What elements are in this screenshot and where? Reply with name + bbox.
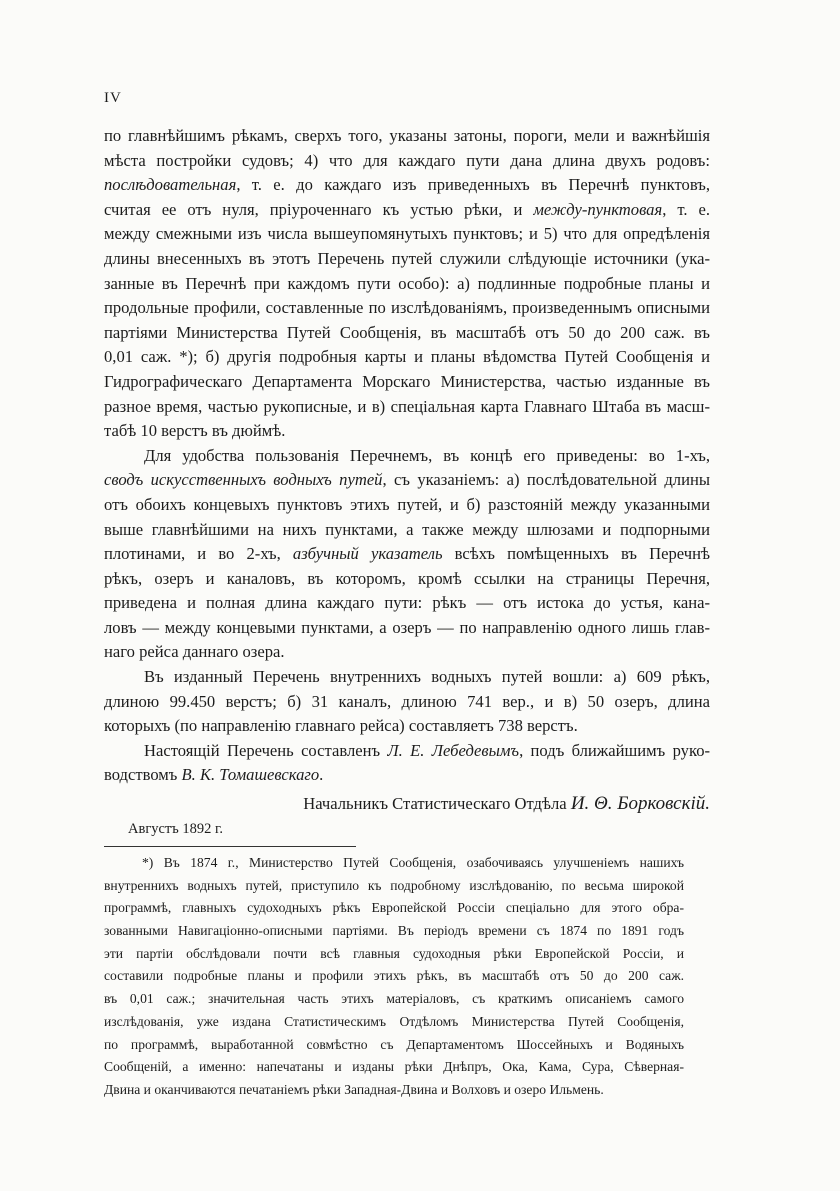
text-line bbox=[104, 395, 710, 420]
text-line bbox=[104, 468, 710, 493]
text-line bbox=[104, 222, 710, 247]
text-run: мѣста постройки судовъ; 4) что для каждаго пути дана длина двухъ родовъ: bbox=[104, 150, 710, 170]
text-run: . bbox=[319, 765, 324, 785]
text-line bbox=[104, 616, 710, 641]
text-line bbox=[104, 173, 710, 198]
text-line bbox=[104, 370, 710, 395]
italic-phrase: между-пунктовая bbox=[533, 199, 663, 219]
text-line bbox=[104, 518, 710, 543]
italic-phrase: азбучный указатель bbox=[292, 544, 443, 564]
text-line bbox=[104, 198, 710, 223]
text-line bbox=[104, 124, 710, 149]
footnote-line: внутреннихъ водныхъ путей, приступило къ подробному изслѣдованію, по весьма широкой bbox=[104, 877, 684, 893]
text-run: занные въ Перечнѣ при каждомъ пути особо): а) подлинные подробные планы и bbox=[104, 273, 710, 293]
text-line bbox=[104, 247, 710, 272]
footnote-line: изслѣдованія, уже издана Статистическимъ Отдѣломъ Министерства Путей Сообщенія, bbox=[104, 1013, 684, 1029]
page-number: IV bbox=[104, 90, 122, 106]
footnote-line: составили подробные планы и профили этихъ рѣкъ, въ масштабѣ отъ 50 до 200 саж. bbox=[104, 968, 684, 984]
text-line bbox=[104, 665, 710, 690]
text-run: между смежными изъ числа вышеупомянутыхъ пунктовъ; и 5) что для опредѣленія bbox=[104, 224, 710, 244]
footnote-line: программѣ, главныхъ судоходныхъ рѣкъ Европейской Россіи спеціально для этого обра- bbox=[104, 900, 684, 916]
text-run: партіями Министерства Путей Сообщенія, въ масштабѣ отъ 50 до 200 саж. въ bbox=[104, 322, 710, 342]
footnote-line: *) Въ 1874 г., Министерство Путей Сообщенія, озабочиваясь улучшеніемъ нашихъ bbox=[142, 855, 684, 870]
text-run: плотинами, и во 2-хъ, bbox=[104, 544, 293, 564]
footnote-line: Двина и оканчиваются печатаніемъ рѣки Западная-Двина и Волховъ и озеро Ильмень. bbox=[104, 1081, 604, 1097]
footnote-line: эти партіи обслѣдовали почти всѣ главныя судоходныя рѣки Европейской Россіи, и bbox=[104, 945, 684, 961]
footnote-line: зованными Навигаціонно-описными партіями. Въ періодъ времени съ 1874 по 1891 годъ bbox=[104, 923, 684, 939]
text-run: длиною 99.450 верстъ; б) 31 каналъ, длиною 741 вер., и в) 50 озеръ, длина bbox=[104, 691, 710, 711]
text-line bbox=[104, 149, 710, 174]
footnote-line: въ 0,01 саж.; значительная часть этихъ матеріаловъ, съ краткимъ описаніемъ самого bbox=[104, 991, 684, 1007]
text-line bbox=[104, 321, 710, 346]
text-line bbox=[104, 739, 710, 764]
text-line bbox=[104, 591, 710, 616]
text-run: табѣ 10 верстъ въ дюймѣ. bbox=[104, 421, 286, 441]
text-run: разное время, частью рукописные, и в) спеціальная карта Главнаго Штаба въ масш- bbox=[104, 396, 710, 416]
text-run: , подъ ближайшимъ руко- bbox=[519, 740, 711, 760]
text-run: , т. е. bbox=[662, 199, 710, 219]
text-run: наго рейса даннаго озера. bbox=[104, 642, 285, 662]
text-line bbox=[104, 640, 710, 665]
text-line bbox=[104, 567, 710, 592]
text-line bbox=[104, 419, 710, 444]
italic-phrase: послѣдовательная bbox=[104, 175, 237, 195]
text-line bbox=[104, 493, 710, 518]
text-line bbox=[104, 542, 710, 567]
footnote-divider bbox=[104, 846, 356, 847]
text-run: ловъ — между концевыми пунктами, а озеръ — по направленію одного лишь глав- bbox=[104, 617, 710, 637]
text-run: 0,01 саж. *); б) другія подробныя карты и планы вѣдомства Путей Сообщенія и bbox=[104, 347, 710, 367]
body-text bbox=[104, 124, 710, 840]
footnote-line: Сообщеній, а именно: напечатаны и изданы рѣки Днѣпръ, Ока, Кама, Сура, Сѣверная- bbox=[104, 1059, 684, 1075]
text-run: , т. е. до каждаго изъ приведенныхъ въ Перечнѣ пунктовъ, bbox=[236, 175, 710, 195]
text-line bbox=[104, 444, 710, 469]
text-run: продольные профили, составленные по изслѣдованіямъ, произведеннымъ описными bbox=[104, 298, 710, 318]
text-line bbox=[104, 714, 710, 739]
text-line bbox=[104, 690, 710, 715]
text-run: Настоящій Перечень составленъ bbox=[144, 740, 388, 760]
signature-title: Начальникъ Статистическаго Отдѣла bbox=[303, 794, 567, 814]
italic-phrase: В. К. Томашевскаго bbox=[181, 765, 320, 785]
signature-name: И. Θ. Борковскій. bbox=[570, 793, 710, 815]
text-run: Въ изданный Перечень внутреннихъ водныхъ путей вошли: а) 609 рѣкъ, bbox=[144, 667, 710, 687]
footnote bbox=[104, 852, 684, 1102]
text-run: отъ обоихъ концевыхъ пунктовъ этихъ путей, и б) разстояній между указанными bbox=[104, 494, 710, 514]
text-run: Для удобства пользованія Перечнемъ, въ концѣ его приведены: во 1-хъ, bbox=[144, 445, 710, 465]
text-line bbox=[104, 296, 710, 321]
italic-phrase: Л. Е. Лебедевымъ bbox=[387, 740, 520, 760]
date: Августъ 1892 г. bbox=[128, 821, 223, 838]
text-run: по главнѣйшимъ рѣкамъ, сверхъ того, указаны затоны, пороги, мели и важнѣйшія bbox=[104, 126, 710, 145]
text-run: Гидрографическаго Департамента Морскаго Министерства, частью изданные въ bbox=[104, 371, 710, 391]
text-run: водствомъ bbox=[104, 765, 182, 785]
text-run: выше главнѣйшими на нихъ пунктами, а также между шлюзами и подпорными bbox=[104, 519, 710, 539]
text-line bbox=[104, 345, 710, 370]
footnote-line: по программѣ, выработанной совмѣстно съ Департаментомъ Шоссейныхъ и Водяныхъ bbox=[104, 1036, 684, 1052]
italic-phrase: сводъ искусственныхъ водныхъ путей bbox=[104, 470, 383, 490]
text-run: длины внесенныхъ въ этотъ Перечень путей служили слѣдующіе источники (ука- bbox=[104, 248, 710, 268]
text-run: которыхъ (по направленію главнаго рейса) составляетъ 738 верстъ. bbox=[104, 716, 578, 736]
text-run: , съ указаніемъ: а) послѣдовательной длины bbox=[382, 470, 710, 490]
text-run: рѣкъ, озеръ и каналовъ, въ которомъ, кромѣ ссылки на страницы Перечня, bbox=[104, 568, 710, 588]
text-run: всѣхъ помѣщенныхъ въ Перечнѣ bbox=[442, 544, 710, 564]
text-line bbox=[104, 763, 710, 788]
text-run: приведена и полная длина каждаго пути: рѣкъ — отъ истока до устья, кана- bbox=[104, 593, 710, 613]
text-run: считая ее отъ нуля, пріуроченнаго къ устью рѣки, и bbox=[104, 199, 534, 219]
text-line bbox=[104, 272, 710, 297]
signature bbox=[104, 790, 710, 818]
